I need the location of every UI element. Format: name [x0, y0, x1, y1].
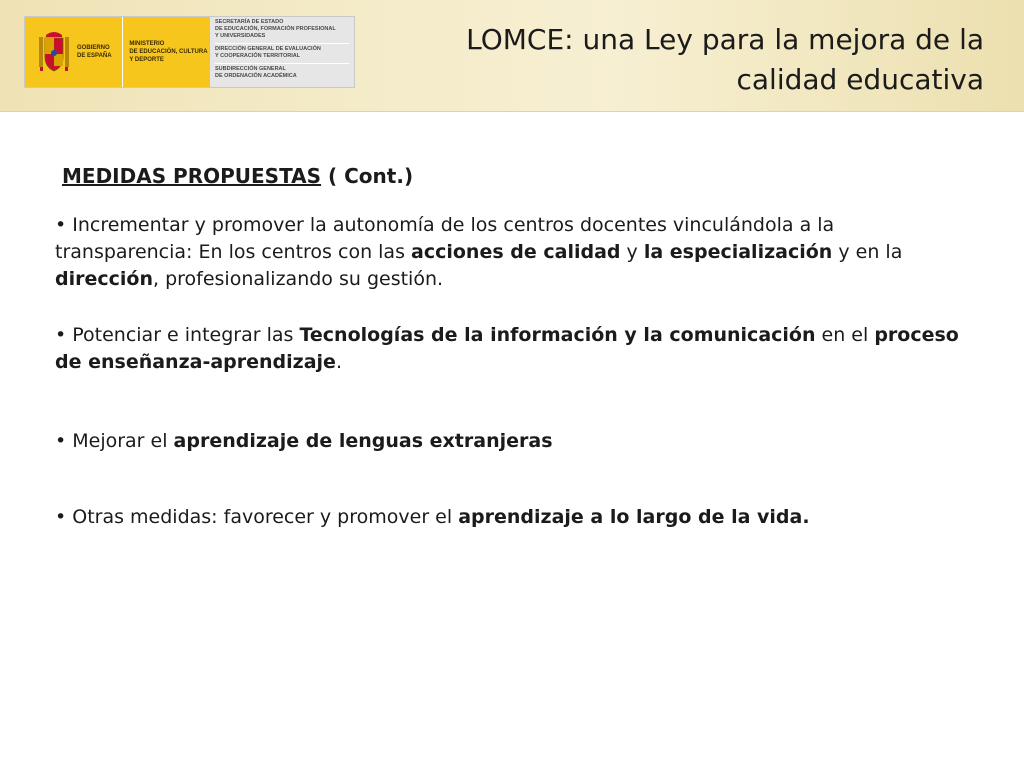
bullet-2-text-3: . [335, 351, 342, 373]
bullet-1-bold-1: acciones de calidad [411, 241, 621, 263]
subdireccion-label: SUBDIRECCIÓN GENERAL DE ORDENACIÓN ACADÉMICA [215, 63, 349, 80]
bullet-2-bold-1: Tecnologías de la información y la comunicación [299, 324, 816, 346]
title-line-1: LOMCE: una Ley para la mejora de la [466, 23, 984, 56]
bullet-2-text-1: • Potenciar e integrar las [55, 324, 300, 346]
secretaria-label: SECRETARÍA DE ESTADO DE EDUCACIÓN, FORMACIÓN PROFESIONAL Y UNIVERSIDADES [215, 19, 336, 39]
bullet-1-text-3: y en la [832, 241, 903, 263]
coat-of-arms-icon [37, 29, 71, 75]
bullet-3-bold-1: aprendizaje de lenguas extranjeras [173, 430, 553, 452]
bullet-3-text-1: • Mejorar el [55, 430, 174, 452]
bullet-4-text-1: • Otras medidas: favorecer y promover el [55, 506, 459, 528]
section-heading [62, 164, 413, 188]
bullet-lenguas [55, 428, 960, 455]
logo-grey-panel [210, 17, 354, 87]
bullet-1-text-4: , profesionalizando su gestión. [153, 268, 444, 290]
bullet-tic [55, 322, 960, 376]
section-heading-suffix: ( Cont.) [321, 164, 414, 188]
bullet-1-bold-2: la especialización [643, 241, 833, 263]
bullet-autonomia [55, 212, 960, 293]
ministerio-label: MINISTERIO DE EDUCACIÓN, CULTURA Y DEPORTE [129, 41, 208, 63]
ministry-logo [24, 16, 355, 88]
bullet-2-text-2: en el [815, 324, 875, 346]
bullet-otras-medidas [55, 504, 960, 531]
section-heading-text: MEDIDAS PROPUESTAS [62, 164, 322, 188]
bullet-1-bold-3: dirección [55, 268, 153, 290]
bullet-1-text-1: • Incrementar y promover la autonomía de los centros docentes vinculándola a la transparencia: En los centros con las [55, 214, 835, 263]
title-line-2: calidad educativa [736, 63, 984, 96]
bullet-1-text-2: y [620, 241, 644, 263]
gobierno-label: GOBIERNO DE ESPAÑA [77, 45, 112, 59]
slide-header [0, 0, 1024, 112]
direccion-label: DIRECCIÓN GENERAL DE EVALUACIÓN Y COOPERACIÓN TERRITORIAL [215, 43, 349, 60]
bullet-4-bold-1: aprendizaje a lo largo de la vida. [458, 506, 810, 528]
bullet-2-bold-2: proceso de enseñanza-aprendizaje [55, 324, 959, 373]
logo-yellow-panel [25, 17, 210, 87]
logo-divider [122, 17, 123, 87]
slide-title [384, 20, 984, 100]
